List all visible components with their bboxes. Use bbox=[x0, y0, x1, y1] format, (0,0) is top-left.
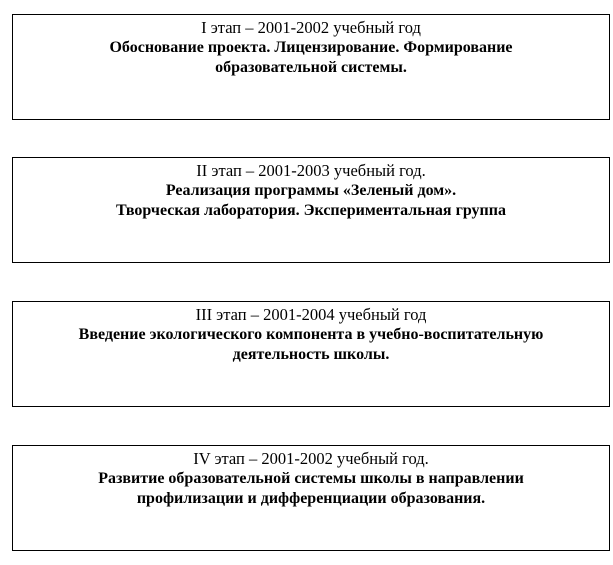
stage-heading: III этап – 2001-2004 учебный год bbox=[195, 305, 427, 324]
stage-description-line: деятельность школы. bbox=[232, 346, 390, 363]
stage-box-4 bbox=[12, 445, 610, 551]
stage-description-line: Введение экологического компонента в учебно-воспитательную bbox=[78, 326, 544, 343]
stage-description-line: Реализация программы «Зеленый дом». bbox=[165, 182, 457, 199]
stage-description-line: Творческая лаборатория. Экспериментальная группа bbox=[116, 202, 506, 219]
stage-heading: IV этап – 2001-2002 учебный год. bbox=[193, 449, 429, 468]
stage-description-line: Обоснование проекта. Лицензирование. Формирование bbox=[109, 39, 513, 56]
stage-description-line: Развитие образовательной системы школы в направлении bbox=[98, 470, 524, 487]
stage-description-line: профилизации и дифференциации образования. bbox=[136, 490, 486, 507]
stage-box-2 bbox=[12, 157, 610, 263]
stage-heading: I этап – 2001-2002 учебный год bbox=[201, 18, 421, 37]
stage-description-line: образовательной системы. bbox=[215, 59, 407, 76]
stage-box-3 bbox=[12, 301, 610, 407]
stage-heading: II этап – 2001-2003 учебный год. bbox=[196, 161, 426, 180]
stage-box-1 bbox=[12, 14, 610, 120]
